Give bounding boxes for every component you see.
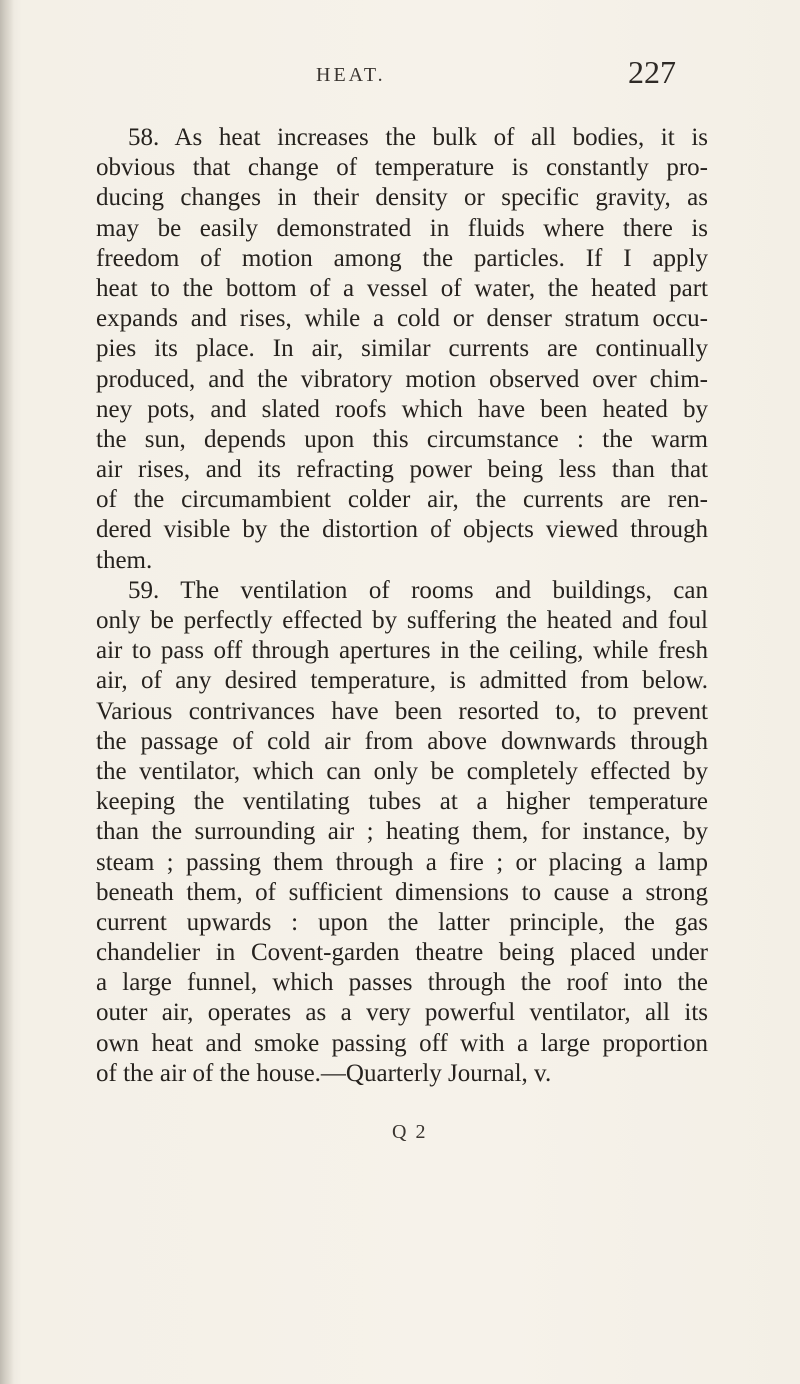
running-head: HEAT. [316, 64, 386, 86]
text-line: ney pots, and slated roofs which have been heated by [96, 395, 708, 423]
page-number: 227 [628, 54, 676, 90]
page-header [0, 54, 800, 98]
text-line: beneath them, of sufficient dimensions to cause a strong [96, 878, 708, 906]
text-line: keeping the ventilating tubes at a higher temperature [96, 788, 708, 816]
text-line: outer air, operates as a very powerful ventilator, all its [96, 999, 708, 1027]
text-line: heat to the bottom of a vessel of water, the heated part [96, 274, 708, 302]
text-line: than the surrounding air ; heating them, for instance, by [96, 818, 708, 846]
text-line: the sun, depends upon this circumstance : the warm [96, 425, 708, 453]
text-line: the ventilator, which can only be completely effected by [96, 757, 708, 785]
page-binding-edge [0, 0, 14, 1384]
text-line: of the air of the house.—Quarterly Journal, v. [96, 1059, 552, 1087]
signature-mark: Q 2 [392, 1121, 428, 1143]
text-line: of the circumambient colder air, the currents are ren- [96, 486, 708, 514]
text-line: only be perfectly effected by suffering the heated and foul [96, 607, 708, 634]
text-line: steam ; passing them through a fire ; or placing a lamp [96, 848, 708, 876]
text-line: a large funnel, which passes through the roof into the [96, 969, 708, 997]
text-line: current upwards : upon the latter principle, the gas [96, 908, 708, 936]
text-line: pies its place. In air, similar currents are continually [96, 335, 708, 363]
body-text [96, 123, 708, 1089]
text-line: them. [96, 546, 153, 574]
text-line: obvious that change of temperature is constantly pro- [96, 154, 708, 182]
text-line: expands and rises, while a cold or denser stratum occu- [96, 305, 708, 333]
text-line: own heat and smoke passing off with a large proportion [96, 1029, 708, 1057]
text-line: chandelier in Covent-garden theatre being placed under [96, 939, 708, 967]
text-line: 58. As heat increases the bulk of all bodies, it is [128, 124, 708, 151]
text-line: the passage of cold air from above downwards through [96, 727, 708, 755]
text-line: air rises, and its refracting power being less than that [96, 456, 708, 484]
text-line: air to pass off through apertures in the ceiling, while fresh [96, 637, 708, 665]
text-line: Various contrivances have been resorted to, to prevent [96, 697, 708, 725]
text-line: air, of any desired temperature, is admitted from below. [96, 667, 708, 695]
text-line: may be easily demonstrated in fluids where there is [96, 214, 708, 242]
text-line: dered visible by the distortion of objects viewed through [96, 516, 708, 544]
text-line: produced, and the vibratory motion observed over chim- [96, 365, 708, 393]
text-line: 59. The ventilation of rooms and buildings, can [128, 576, 708, 604]
text-line: ducing changes in their density or specific gravity, as [96, 184, 708, 212]
text-line: freedom of motion among the particles. If I apply [96, 244, 708, 272]
